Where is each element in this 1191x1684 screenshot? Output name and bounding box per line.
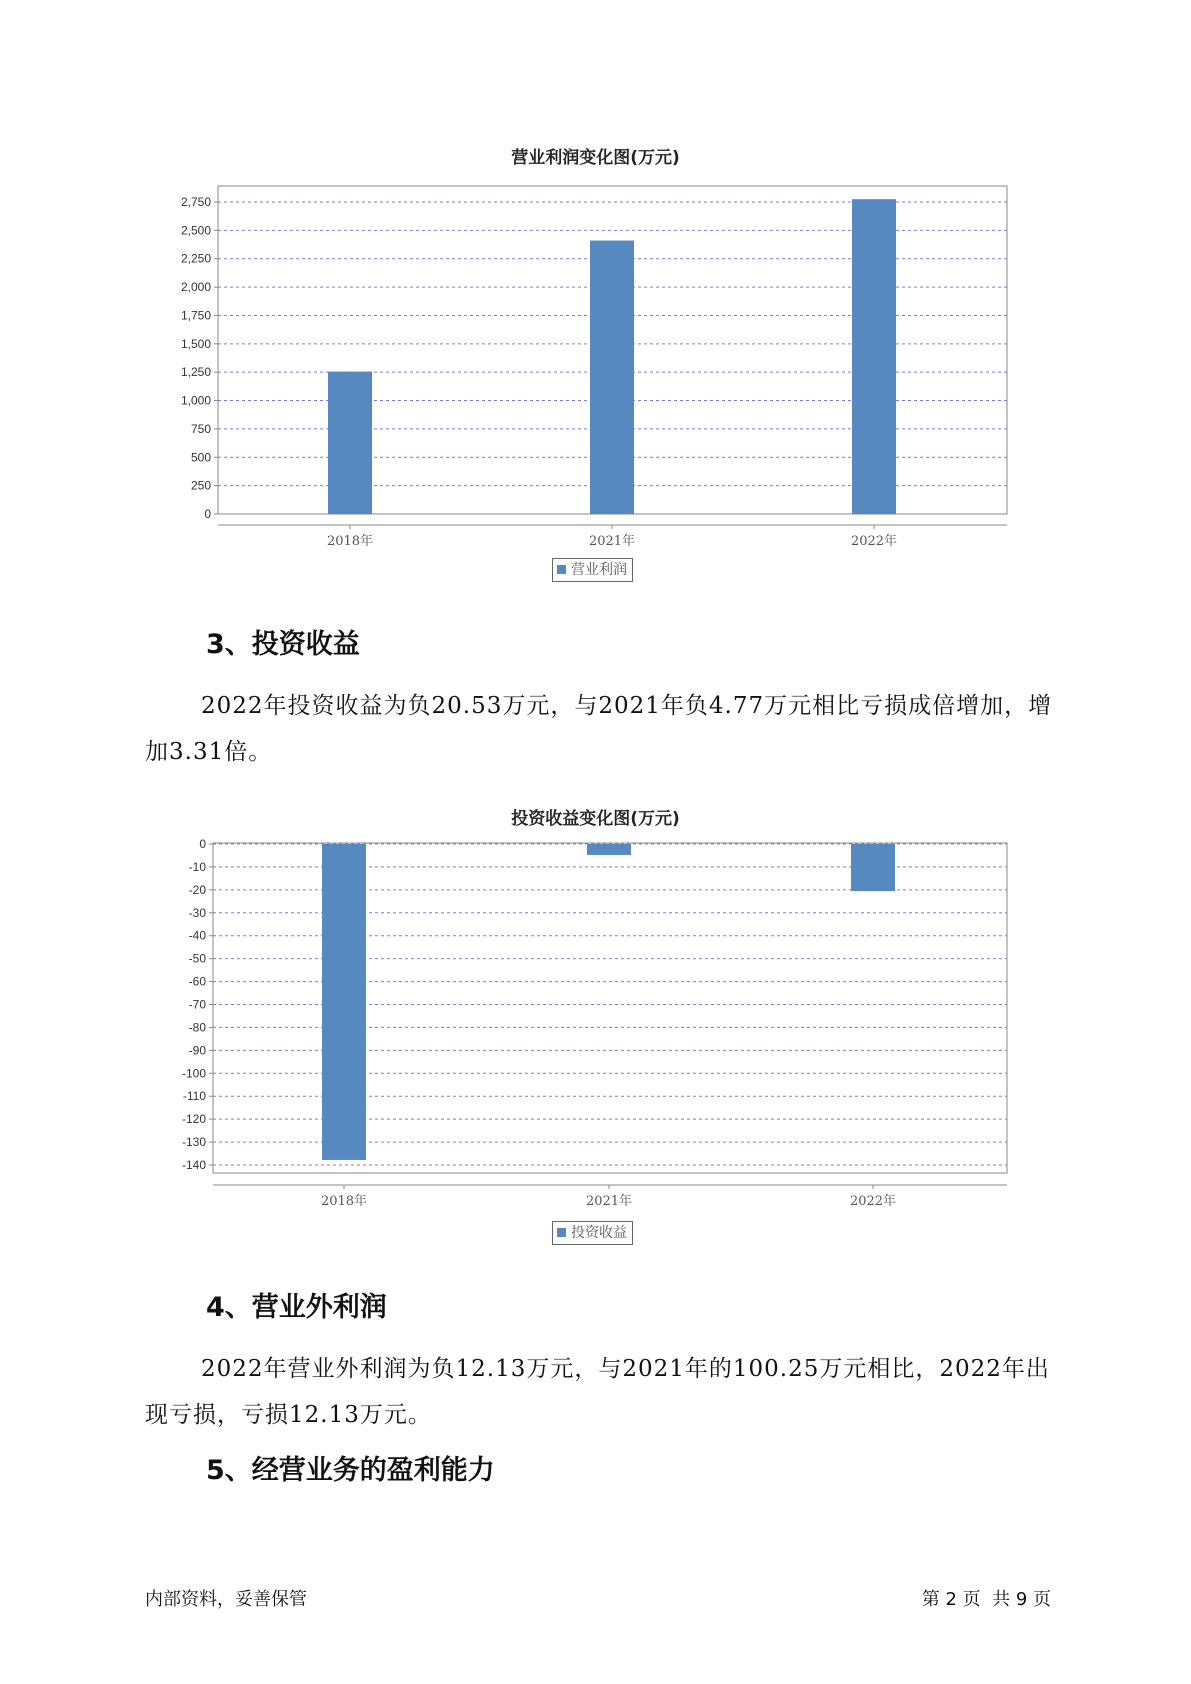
y-tick-label: 2,000 bbox=[180, 280, 211, 295]
y-tick-label: -140 bbox=[181, 1158, 206, 1172]
section-5-heading: 5、经营业务的盈利能力 bbox=[206, 1455, 495, 1486]
y-tick-label: -120 bbox=[181, 1112, 206, 1127]
y-tick-label: -80 bbox=[188, 1020, 206, 1035]
y-tick-label: -70 bbox=[188, 997, 206, 1012]
x-tick-label: 2018年 bbox=[320, 1194, 368, 1209]
y-tick-label: 2,250 bbox=[180, 251, 211, 266]
y-tick-label: -100 bbox=[181, 1066, 206, 1081]
y-tick-label: -50 bbox=[188, 951, 206, 966]
x-tick-label: 2018年 bbox=[326, 534, 374, 549]
legend-swatch bbox=[557, 1228, 566, 1237]
y-tick-label: 500 bbox=[190, 450, 211, 465]
bar bbox=[851, 844, 895, 891]
chart2-legend bbox=[552, 1221, 633, 1245]
y-tick-label: -90 bbox=[188, 1043, 206, 1058]
y-tick-label: -110 bbox=[182, 1089, 206, 1104]
footer-confidential-note: 内部资料，妥善保管 bbox=[145, 1589, 307, 1610]
y-tick-label: -10 bbox=[188, 859, 206, 874]
y-tick-label: 750 bbox=[190, 421, 211, 436]
section-3-paragraph: 2022年投资收益为负20.53万元，与2021年负4.77万元相比亏损成倍增加，增加3.31倍。 bbox=[145, 693, 1053, 765]
x-tick-label: 2021年 bbox=[585, 1194, 633, 1209]
chart1-legend-label: 营业利润 bbox=[571, 562, 627, 578]
footer-page-number: 第 2 页 共 9 页 bbox=[921, 1589, 1051, 1610]
y-tick-label: 1,000 bbox=[180, 393, 211, 408]
chart2-legend-label: 投资收益 bbox=[571, 1225, 627, 1241]
y-tick-label: 2,750 bbox=[180, 195, 211, 209]
y-tick-label: -40 bbox=[188, 928, 206, 943]
y-tick-label: 0 bbox=[199, 837, 206, 851]
section-4-heading: 4、营业外利润 bbox=[206, 1292, 387, 1323]
y-tick-label: 1,500 bbox=[180, 336, 211, 351]
y-tick-label: 1,250 bbox=[180, 365, 211, 380]
x-tick-label: 2022年 bbox=[849, 1194, 897, 1209]
y-tick-label: -20 bbox=[188, 882, 206, 897]
chart1-title: 营业利润变化图(万元) bbox=[511, 148, 680, 168]
bar bbox=[587, 844, 631, 855]
y-tick-label: 2,500 bbox=[180, 223, 211, 238]
section-4-paragraph: 2022年营业外利润为负12.13万元，与2021年的100.25万元相比，2022年出现亏损，亏损12.13万元。 bbox=[145, 1356, 1050, 1428]
y-tick-label: 0 bbox=[204, 507, 211, 521]
y-tick-label: 1,750 bbox=[180, 308, 211, 323]
chart2-title: 投资收益变化图(万元) bbox=[511, 809, 680, 829]
y-tick-label: -130 bbox=[181, 1135, 206, 1150]
y-tick-label: 250 bbox=[190, 478, 211, 493]
bar bbox=[322, 844, 366, 1160]
section-3-heading: 3、投资收益 bbox=[206, 629, 360, 660]
x-tick-label: 2022年 bbox=[850, 534, 898, 549]
y-tick-label: -30 bbox=[188, 905, 206, 920]
y-tick-label: -60 bbox=[188, 974, 206, 989]
x-tick-label: 2021年 bbox=[588, 534, 636, 549]
